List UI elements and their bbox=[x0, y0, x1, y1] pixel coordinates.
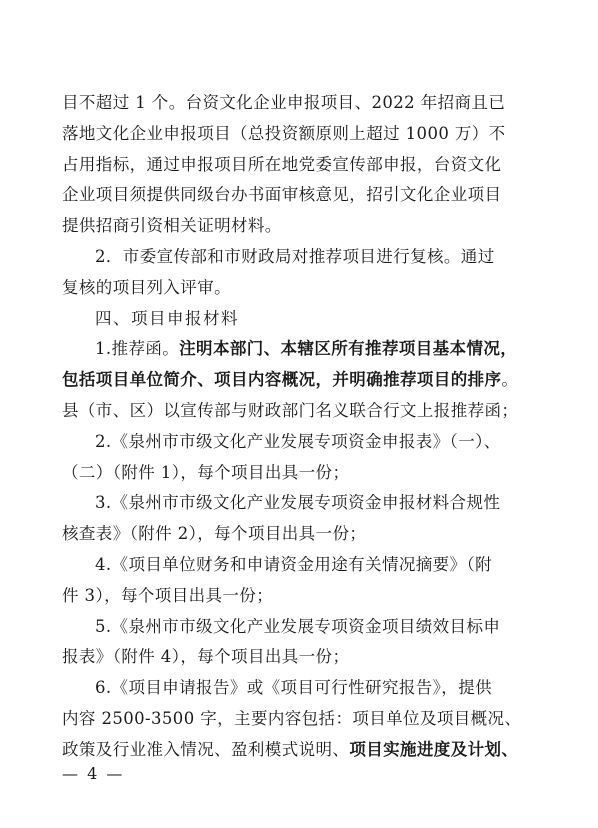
text-segment: 项目实施进度及计划、 bbox=[349, 739, 519, 759]
paragraph-line bbox=[62, 739, 542, 761]
section-heading: 四、项目申报材料 bbox=[95, 308, 239, 328]
page-number: — 4 — bbox=[62, 764, 125, 783]
text-segment: 内容 2500-3500 字，主要内容包括：项目单位及项目概况、 bbox=[62, 709, 522, 728]
paragraph-line: 县（市、区）以宣传部与财政部门名义联合行文上报推荐函； bbox=[62, 401, 519, 420]
paragraph-line: 提供招商引资相关证明材料。 bbox=[62, 216, 282, 236]
text-segment: 政策及行业准入情况、盈利模式说明、 bbox=[62, 739, 350, 759]
paragraph-line: 件 3），每个项目出具一份； bbox=[62, 585, 274, 605]
paragraph-line: 2.《泉州市市级文化产业发展专项资金申报表》（一）、 bbox=[95, 431, 501, 451]
paragraph-line: 包括项目单位简介、项目内容概况，并明确推荐项目的排序。 bbox=[62, 370, 519, 390]
paragraph-line: 1.推荐函。注明本部门、本辖区所有推荐项目基本情况， bbox=[95, 339, 518, 359]
paragraph-line: 核查表》（附件 2），每个项目出具一份； bbox=[62, 524, 367, 544]
paragraph-line: 5.《泉州市市级文化产业发展专项资金项目绩效目标申 bbox=[95, 616, 501, 636]
text-segment: 6.《项目申请报告》或《项目可行性研究报告》，提供 bbox=[95, 678, 492, 698]
paragraph-line bbox=[95, 677, 543, 699]
paragraph-line: 占用指标，通过申报项目所在地党委宣传部申报，台资文化 bbox=[62, 154, 502, 174]
paragraph-line: 企业项目须提供同级台办书面审核意见，招引文化企业项目 bbox=[62, 185, 502, 205]
paragraph-line: （二）（附件 1），每个项目出具一份； bbox=[62, 462, 350, 482]
paragraph-line: 4.《项目单位财务和申请资金用途有关情况摘要》（附 bbox=[95, 555, 492, 574]
paragraph-line: 2．市委宣传部和市财政局对推荐项目进行复核。通过 bbox=[95, 247, 495, 266]
paragraph-line: 目不超过 1 个。台资文化企业申报项目、2022 年招商且已 bbox=[62, 93, 506, 112]
paragraph-line: 3.《泉州市市级文化产业发展专项资金申报材料合规性 bbox=[95, 493, 501, 513]
paragraph-line bbox=[62, 708, 542, 730]
paragraph-line: 复核的项目列入评审。 bbox=[62, 277, 231, 297]
paragraph-line: 报表》（附件 4），每个项目出具一份； bbox=[62, 647, 350, 667]
paragraph-line: 落地文化企业申报项目（总投资额原则上超过 1000 万）不 bbox=[62, 123, 506, 143]
